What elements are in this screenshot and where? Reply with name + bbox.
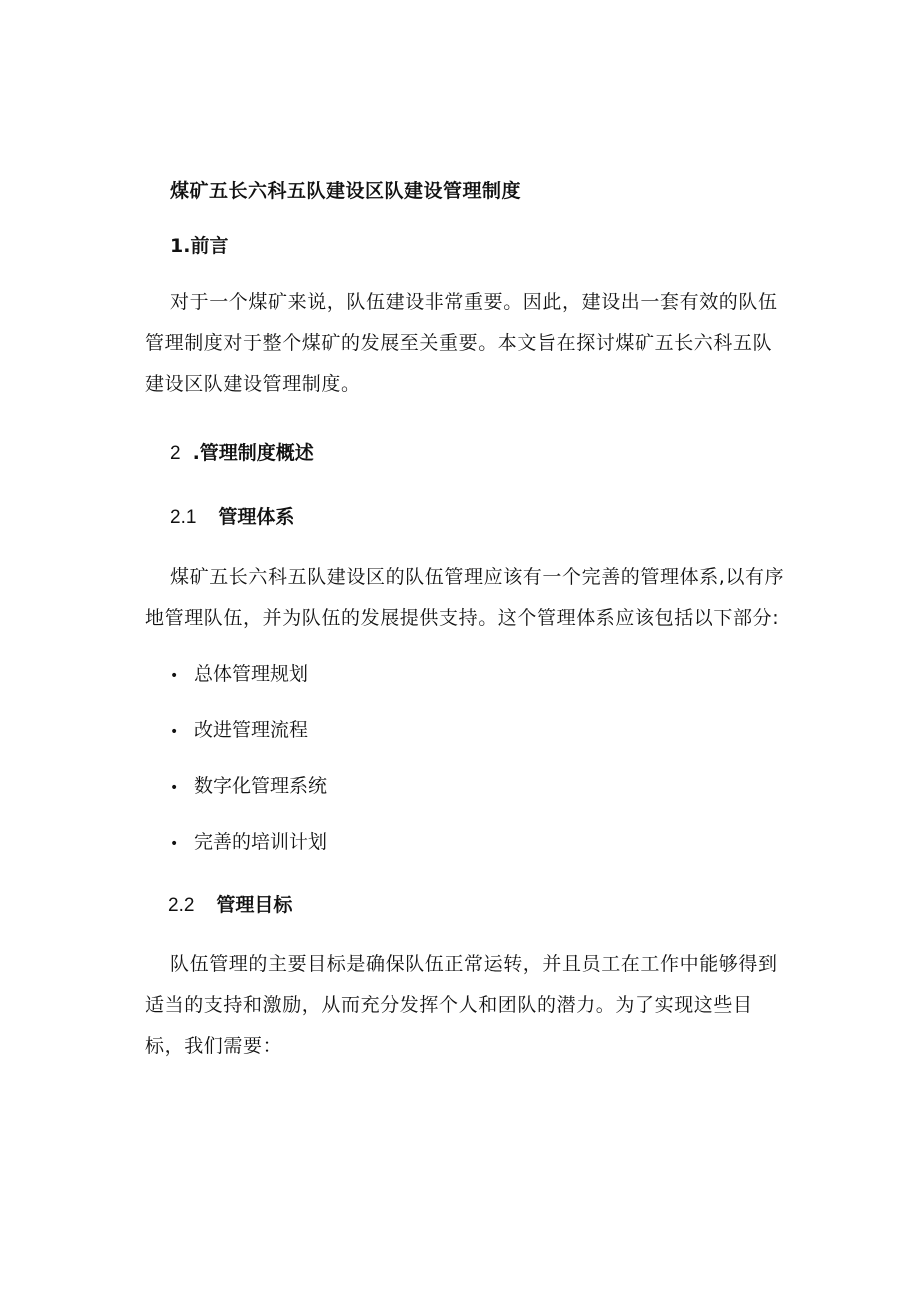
subsection-2-1-number: 2.1 [170, 507, 197, 528]
subsection-2-2-heading [168, 890, 292, 917]
section-2-heading-text: .管理制度概述 [192, 442, 314, 464]
list-item-text: 数字化管理系统 [194, 775, 328, 797]
section-1-heading [170, 231, 228, 258]
list-item [170, 716, 327, 772]
subsection-2-2-number: 2.2 [168, 895, 195, 916]
list-item-text: 总体管理规划 [194, 663, 309, 685]
bullet-icon: • [170, 836, 179, 852]
subsection-2-1-heading-text: 管理体系 [218, 506, 295, 528]
list-item-text: 完善的培训计划 [194, 831, 328, 853]
list-item [170, 660, 327, 716]
section-1-heading-text: 1.前言 [170, 235, 229, 257]
list-item-text: 改进管理流程 [194, 719, 309, 741]
subsection-2-2-paragraph: 队伍管理的主要目标是确保队伍正常运转，并且员工在工作中能够得到适当的支持和激励，从而充分发挥个人和团队的潜力。为了实现这些目标，我们需要： [145, 953, 778, 1057]
list-item [170, 772, 327, 828]
section-2-heading [170, 438, 314, 465]
subsection-2-2-heading-text: 管理目标 [216, 894, 293, 916]
management-system-list [170, 660, 327, 884]
bullet-icon: • [170, 724, 179, 740]
section-2-number: 2 [170, 443, 181, 464]
document-title: 煤矿五长六科五队建设区队建设管理制度 [170, 180, 522, 202]
bullet-icon: • [170, 780, 179, 796]
subsection-2-1-heading [170, 502, 294, 529]
list-item [170, 828, 327, 884]
bullet-icon: • [170, 668, 179, 684]
section-1-paragraph: 对于一个煤矿来说，队伍建设非常重要。因此，建设出一套有效的队伍管理制度对于整个煤矿的发展至关重要。本文旨在探讨煤矿五长六科五队建设区队建设管理制度。 [145, 291, 778, 395]
subsection-2-1-paragraph: 煤矿五长六科五队建设区的队伍管理应该有一个完善的管理体系,以有序地管理队伍，并为队伍的发展提供支持。这个管理体系应该包括以下部分: [145, 566, 785, 629]
